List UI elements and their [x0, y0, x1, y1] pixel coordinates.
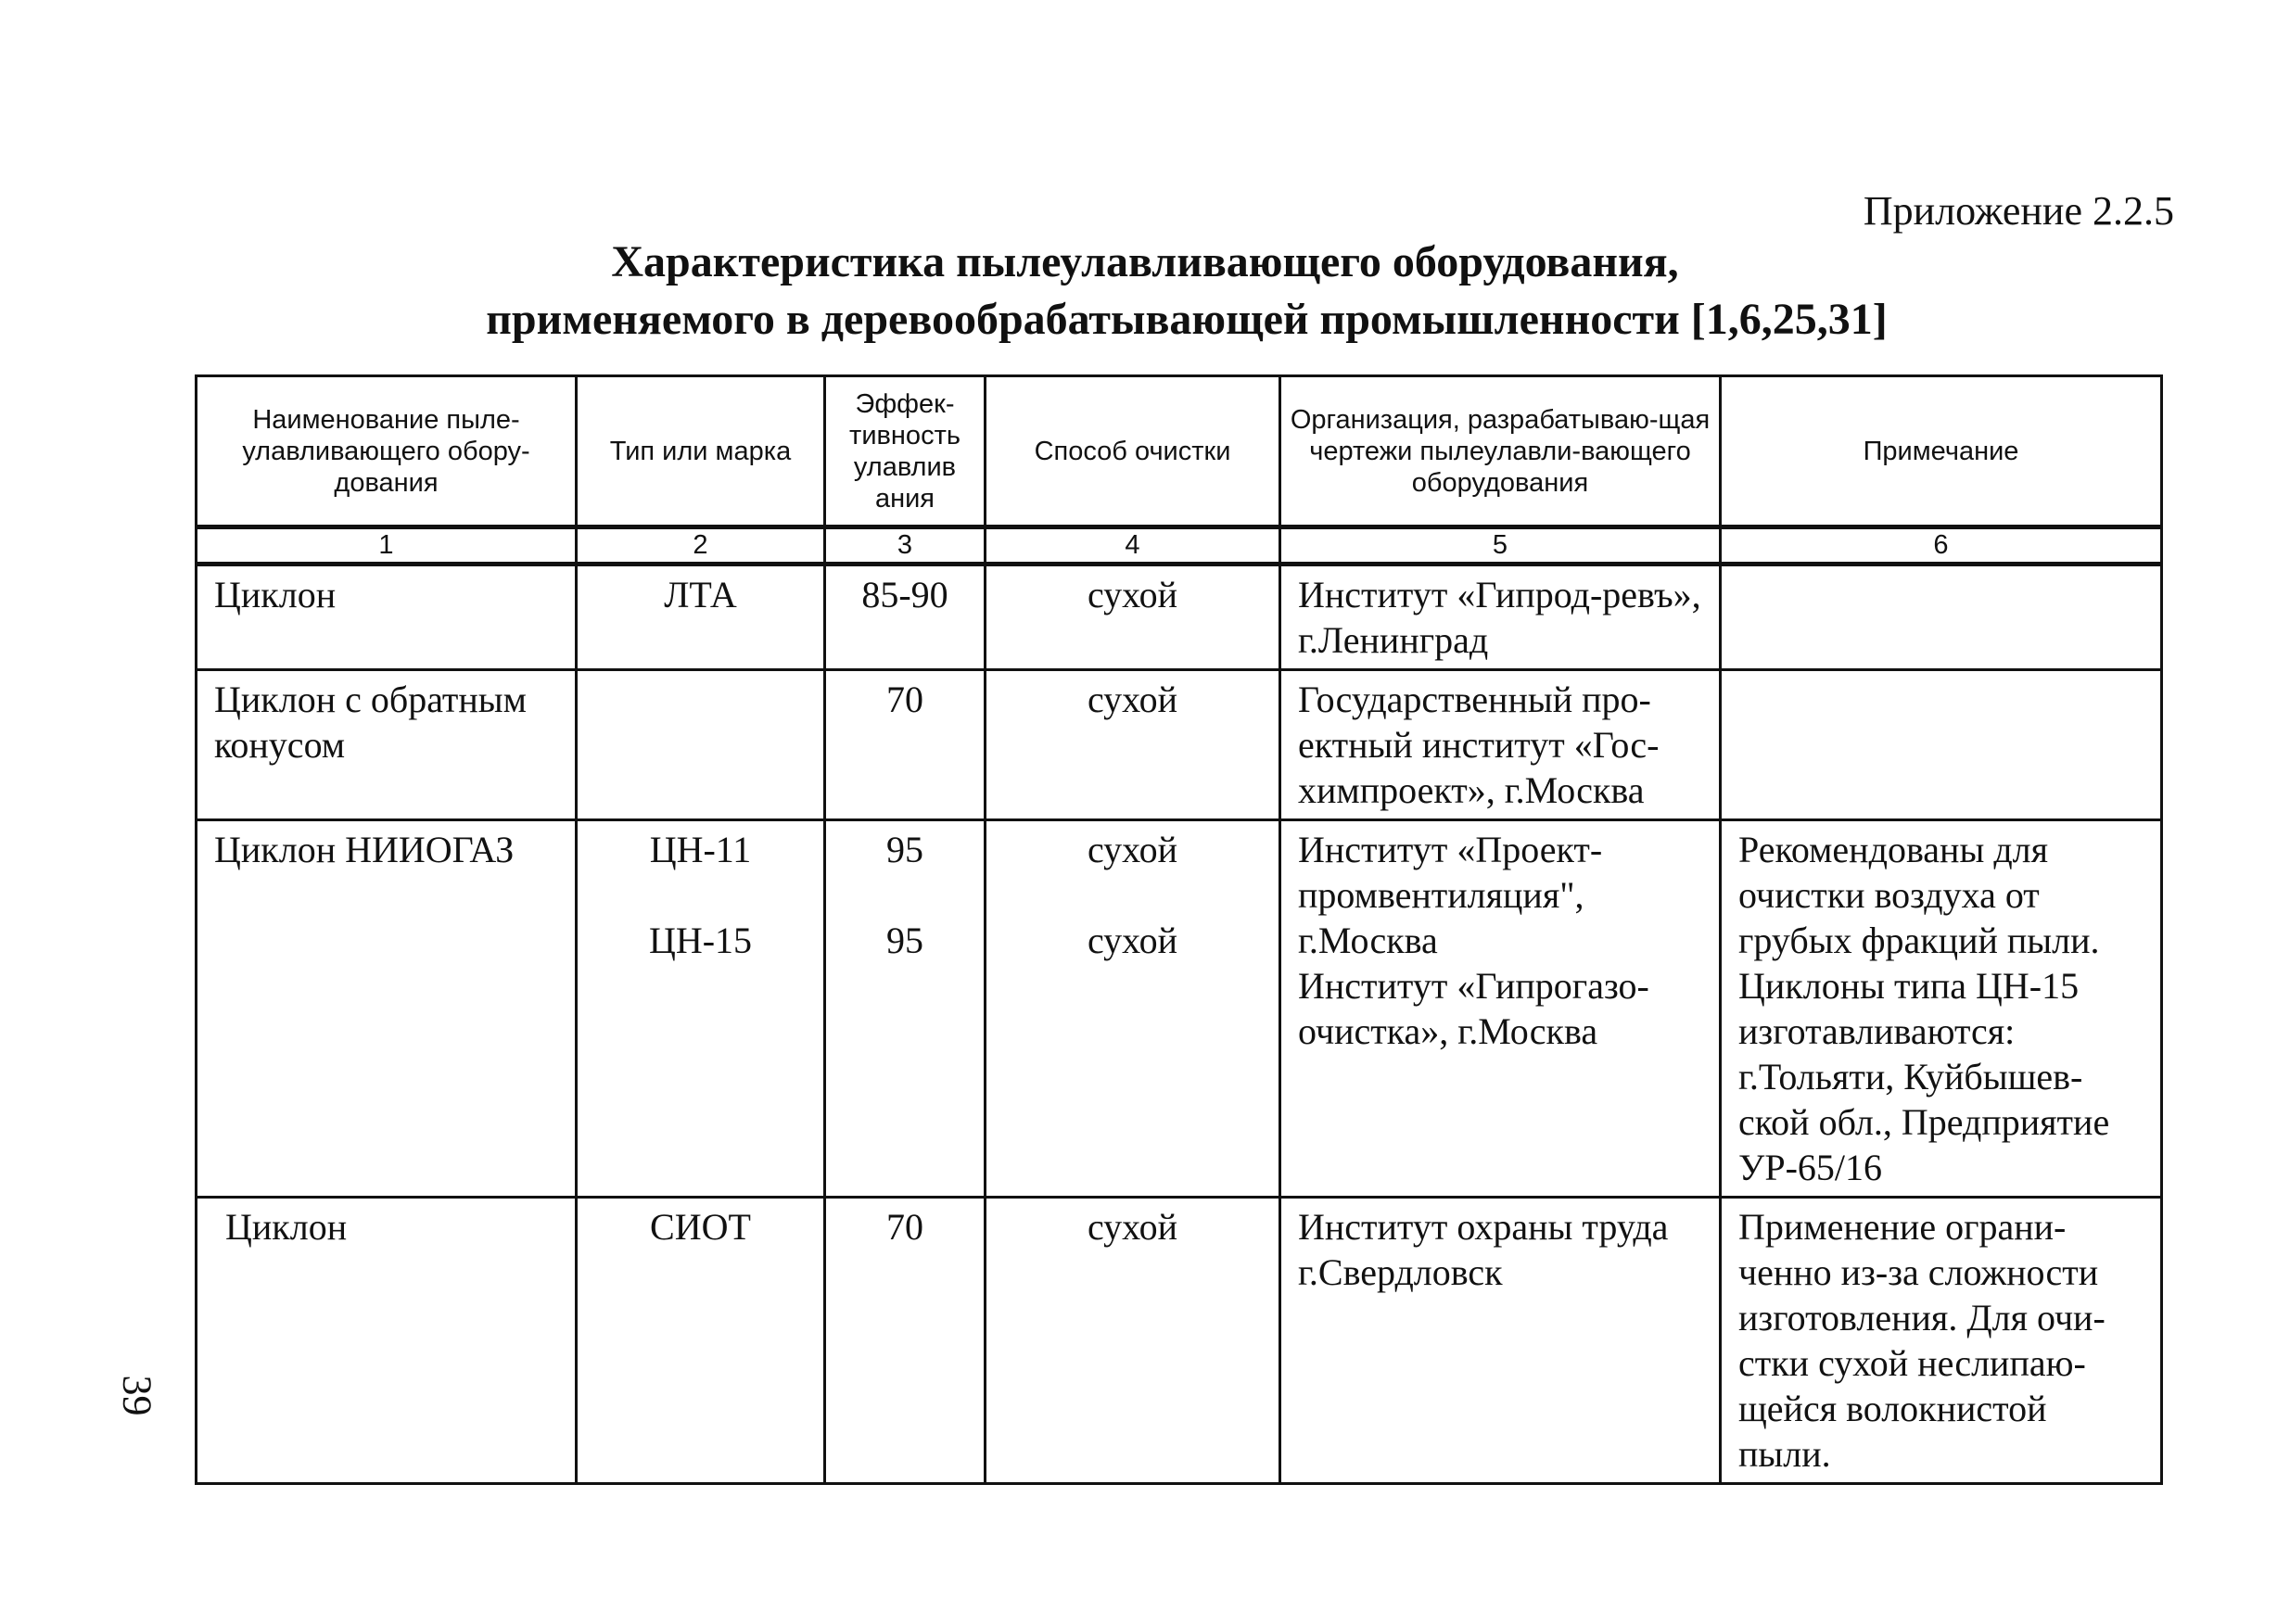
cell-type: [577, 820, 825, 1198]
column-numbers-row: [197, 527, 2162, 565]
cell-organization-b: Институт «Гипрогазо-очистка», г.Москва: [1298, 965, 1649, 1052]
cell-spacer: [1003, 872, 1262, 918]
cell-note: [1721, 670, 2162, 820]
cell-organization: Институт «Гипрод-ревъ», г.Ленинград: [1280, 565, 1721, 670]
column-number: 6: [1721, 527, 2162, 565]
header-note: Примечание: [1721, 376, 2162, 527]
cell-organization-a: Институт «Проект-промвентиляция", г.Москва: [1298, 829, 1603, 961]
appendix-label: Приложение 2.2.5: [1863, 188, 2174, 234]
cell-method: сухой: [986, 670, 1280, 820]
cell-name: Циклон: [197, 1198, 577, 1484]
table-row: [197, 670, 2162, 820]
cell-efficiency: 70: [825, 670, 986, 820]
cell-name: Циклон: [197, 565, 577, 670]
cell-method-b: сухой: [1087, 920, 1178, 961]
cell-method: сухой: [986, 565, 1280, 670]
column-number: 3: [825, 527, 986, 565]
column-number: 2: [577, 527, 825, 565]
column-number: 1: [197, 527, 577, 565]
header-organization: Организация, разрабатываю-щая чертежи пылеулавли-вающего оборудования: [1280, 376, 1721, 527]
cell-spacer: [594, 872, 807, 918]
cell-name: Циклон НИИОГАЗ: [197, 820, 577, 1198]
cell-method: [986, 820, 1280, 1198]
cell-efficiency: 85-90: [825, 565, 986, 670]
cell-name: Циклон с обратным конусом: [197, 670, 577, 820]
title-line-1: Характеристика пылеулавливающего оборудования,: [611, 237, 1679, 286]
header-name: Наименование пыле-улавливающего обору-дования: [197, 376, 577, 527]
table-row: [197, 1198, 2162, 1484]
cell-note: [1721, 565, 2162, 670]
cell-efficiency-b: 95: [886, 920, 923, 961]
cell-organization: Институт охраны труда г.Свердловск: [1280, 1198, 1721, 1484]
cell-method-a: сухой: [1087, 829, 1178, 870]
equipment-table: [195, 374, 2163, 1485]
document-title: [0, 234, 2290, 349]
table-row: [197, 565, 2162, 670]
cell-organization: [1280, 820, 1721, 1198]
cell-method: сухой: [986, 1198, 1280, 1484]
cell-efficiency: [825, 820, 986, 1198]
cell-type: [577, 670, 825, 820]
cell-spacer: [843, 872, 967, 918]
header-row: [197, 376, 2162, 527]
cell-note: Применение ограни-ченно из-за сложности изготовления. Для очи-стки сухой неслипаю-щейся волокнистой пыли.: [1721, 1198, 2162, 1484]
page-number: 39: [114, 1375, 160, 1416]
cell-type-a: ЦН-11: [649, 829, 752, 870]
title-line-2: применяемого в деревообрабатывающей промышленности [1,6,25,31]: [486, 295, 1888, 344]
column-number: 5: [1280, 527, 1721, 565]
cell-type-b: ЦН-15: [648, 920, 753, 961]
table-row: [197, 820, 2162, 1198]
cell-organization: Государственный про-ектный институт «Гос-химпроект», г.Москва: [1280, 670, 1721, 820]
header-method: Способ очистки: [986, 376, 1280, 527]
cell-efficiency-a: 95: [886, 829, 923, 870]
cell-type: СИОТ: [577, 1198, 825, 1484]
header-type: Тип или марка: [577, 376, 825, 527]
cell-efficiency: 70: [825, 1198, 986, 1484]
cell-type: ЛТА: [577, 565, 825, 670]
header-efficiency: Эффек-тивность улавлив ания: [825, 376, 986, 527]
column-number: 4: [986, 527, 1280, 565]
cell-note: Рекомендованы для очистки воздуха от грубых фракций пыли. Циклоны типа ЦН-15 изготавливаются: г.Тольяти, Куйбышев-ской обл., Предприятие УР-65/16: [1721, 820, 2162, 1198]
